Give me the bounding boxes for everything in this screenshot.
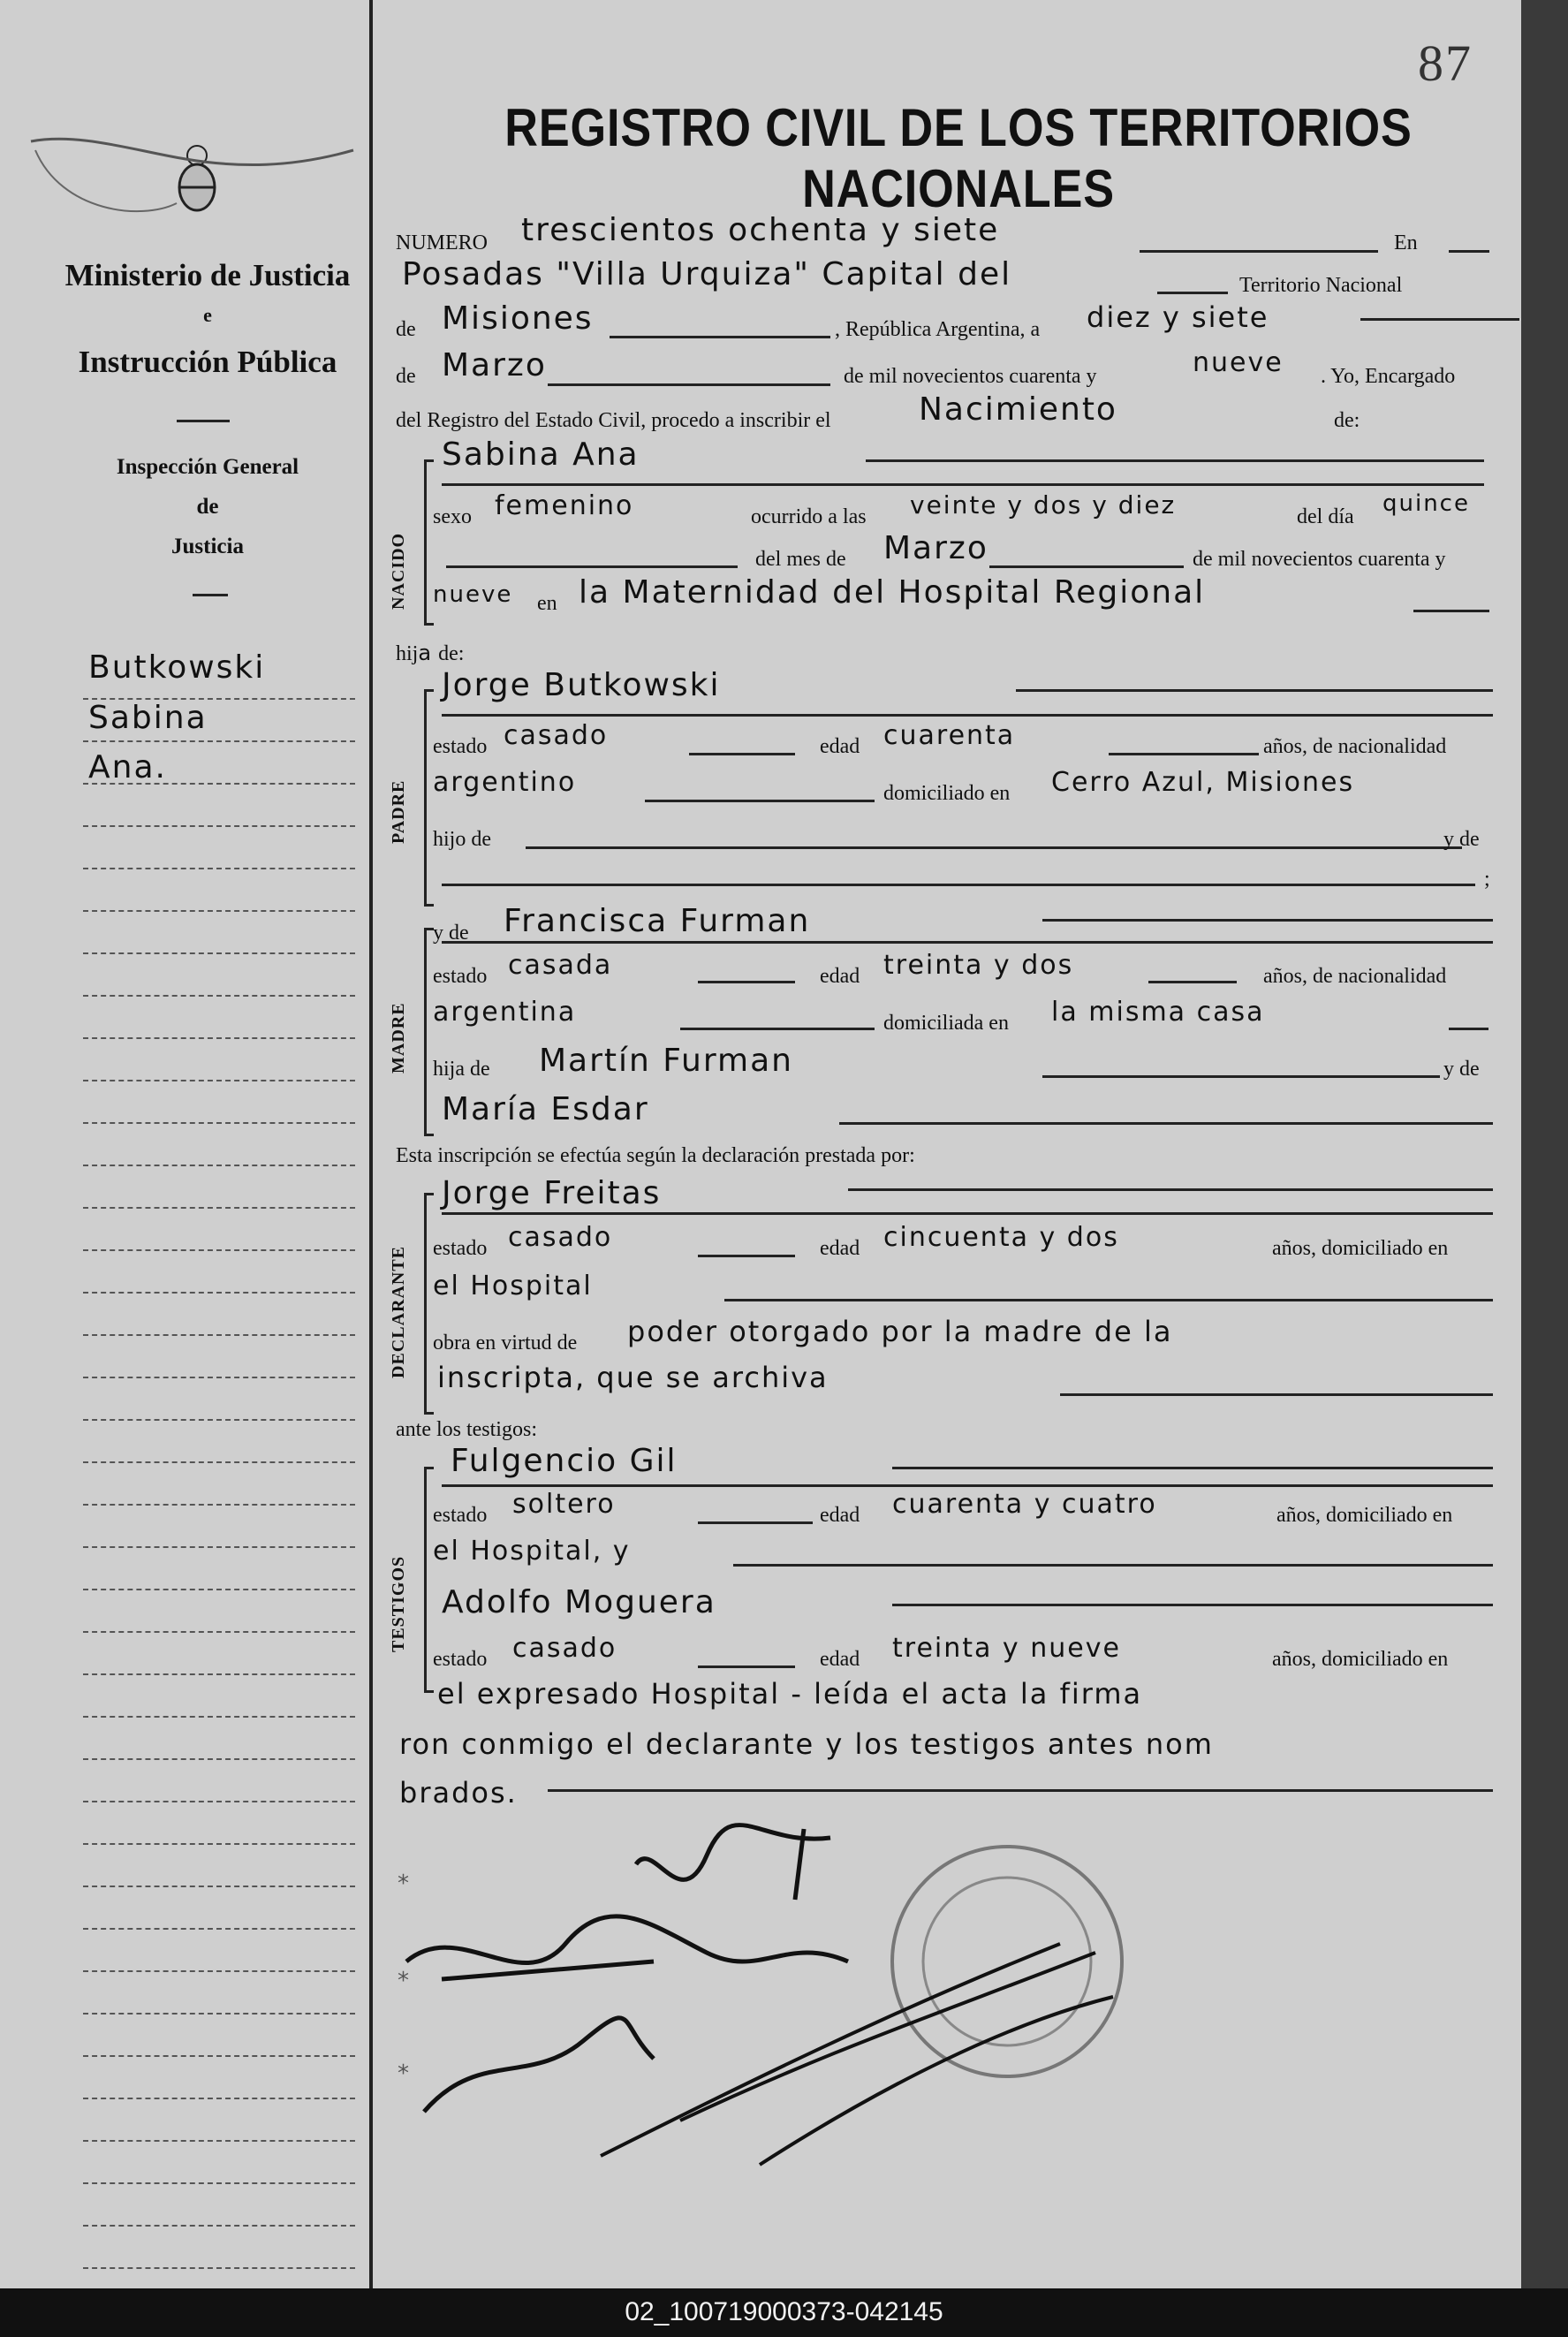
margin-ruled-line: [83, 2013, 355, 2015]
lugar-nacimiento: la Maternidad del Hospital Regional: [579, 574, 1206, 611]
testigo2-nombre: Adolfo Moguera: [442, 1584, 716, 1620]
ministry-and: e: [203, 304, 212, 326]
divider: [193, 594, 228, 596]
page-edge: [1521, 0, 1568, 2288]
semicolon: ;: [1484, 868, 1490, 891]
margin-firstname: Sabina: [88, 700, 208, 736]
fill-line: [645, 800, 875, 802]
de-mil-label: de mil novecientos cuarenta y: [844, 365, 1097, 388]
hijo-prefix: hij: [396, 642, 419, 665]
estado-label-4: estado: [433, 1504, 488, 1527]
inspection-de: de: [196, 495, 219, 519]
margin-ruled-line: [83, 2140, 355, 2142]
hora-value: veinte y dos y diez: [910, 490, 1177, 520]
registro-label: del Registro del Estado Civil, procedo a inscribir el: [396, 409, 831, 432]
margin-ruled-line: [83, 2098, 355, 2099]
numero-value: trescientos ochenta y siete: [521, 212, 1000, 248]
yo-label: . Yo, Encargado: [1321, 365, 1456, 388]
dia-value: diez y siete: [1087, 300, 1269, 334]
estado-label: estado: [433, 735, 488, 758]
madre-madre: María Esdar: [442, 1091, 649, 1127]
madre-estado: casada: [508, 950, 613, 981]
anos-dom-label: años, domiciliado en: [1272, 1237, 1449, 1260]
margin-middlename: Ana.: [88, 749, 167, 785]
margin-ruled-line: [83, 1165, 355, 1166]
edad-label-3: edad: [820, 1237, 860, 1260]
svg-text:*: *: [398, 1968, 409, 1994]
margin-ruled-line: [83, 952, 355, 954]
declarante-estado: casado: [508, 1222, 613, 1253]
declaracion-label: Esta inscripción se efectúa según la declaración prestada por:: [396, 1144, 915, 1167]
margin-ruled-line: [83, 1292, 355, 1294]
fill-line: [1157, 292, 1228, 294]
margin-surname: Butkowski: [88, 649, 266, 686]
anos-dom-label-2: años, domiciliado en: [1276, 1504, 1453, 1527]
padre-nombre: Jorge Butkowski: [442, 667, 721, 703]
fill-line: [1140, 250, 1378, 253]
pen-stroke: [27, 133, 362, 239]
fill-line: [1449, 1028, 1488, 1030]
margin-ruled-line: [83, 1928, 355, 1930]
fill-line: [680, 1028, 875, 1030]
fill-line: [548, 383, 830, 386]
fill-line: [610, 336, 830, 338]
domiciliado-label: domiciliado en: [883, 782, 1011, 805]
margin-ruled-line: [83, 995, 355, 997]
margin-ruled-line: [83, 1207, 355, 1209]
hijo-label: [396, 641, 464, 666]
sexo-value: femenino: [495, 490, 634, 521]
margin-ruled-line: [83, 1080, 355, 1081]
fill-line: [892, 1467, 1493, 1469]
margin-ruled-line: [83, 1461, 355, 1463]
fill-line: [1042, 919, 1493, 922]
hijo-suffix-value: a: [418, 641, 434, 665]
margin-ruled-line: [83, 2225, 355, 2227]
declarante-poder-2: inscripta, que se archiva: [437, 1361, 829, 1394]
fill-line: [442, 1484, 1493, 1487]
en-label: En: [1394, 231, 1418, 254]
margin-ruled-line: [83, 910, 355, 912]
del-dia-label: del día: [1297, 505, 1354, 528]
cierre-3: brados.: [399, 1776, 518, 1810]
signatures: [389, 1820, 1316, 2191]
divider: [177, 420, 230, 422]
domiciliada-label: domiciliada en: [883, 1012, 1009, 1035]
testigo1-estado: soltero: [512, 1489, 616, 1520]
nombre-nacido: Sabina Ana: [442, 436, 640, 473]
territorio-label: Territorio Nacional: [1239, 274, 1403, 297]
margin-ruled-line: [83, 1589, 355, 1590]
declarante-nombre: Jorge Freitas: [442, 1175, 662, 1211]
fill-line: [1449, 250, 1489, 253]
fill-line: [442, 483, 1484, 486]
edad-label: edad: [820, 735, 860, 758]
declarante-domicilio: el Hospital: [433, 1271, 593, 1301]
section-nacido: NACIDO: [389, 532, 408, 610]
fill-line: [1042, 1075, 1440, 1078]
de-colon: de:: [1334, 409, 1360, 432]
margin-ruled-line: [83, 2182, 355, 2184]
section-testigos: TESTIGOS: [389, 1555, 408, 1652]
lugar-value: Posadas "Villa Urquiza" Capital del: [402, 256, 1012, 292]
testigo2-edad: treinta y nueve: [892, 1633, 1121, 1664]
y-de-label: y de: [1443, 828, 1480, 851]
declarante-edad: cincuenta y dos: [883, 1222, 1119, 1253]
fill-line: [733, 1564, 1493, 1567]
en-label-2: en: [537, 592, 557, 615]
fill-line: [724, 1299, 1493, 1301]
padre-brace: [424, 689, 434, 907]
margin-ruled-line: [83, 1631, 355, 1633]
margin-ruled-line: [83, 868, 355, 869]
margin-ruled-line: [83, 783, 355, 785]
ministry-line2: Instrucción Pública: [78, 345, 337, 379]
de-label-2: de: [396, 365, 416, 388]
margin-ruled-line: [83, 1801, 355, 1802]
page-number: 87: [1418, 34, 1473, 92]
margin-ruled-line: [83, 1249, 355, 1251]
fill-line: [1060, 1393, 1493, 1396]
madre-padre: Martín Furman: [539, 1043, 793, 1079]
testigos-label: ante los testigos:: [396, 1418, 537, 1441]
fill-line: [848, 1188, 1493, 1191]
fill-line: [1148, 981, 1237, 983]
margin-ruled-line: [83, 1419, 355, 1421]
hijo-de-suffix: de:: [433, 642, 465, 665]
margin-ruled-line: [83, 825, 355, 827]
margin-ruled-line: [83, 1970, 355, 1972]
fill-line: [989, 565, 1184, 568]
margin-ruled-line: [83, 2267, 355, 2269]
margin-ruled-line: [83, 1504, 355, 1506]
fill-line: [526, 846, 1462, 849]
fill-line: [1360, 318, 1519, 321]
fill-line: [698, 1521, 813, 1524]
margin-ruled-line: [83, 1758, 355, 1760]
margin-ruled-line: [83, 1122, 355, 1124]
svg-text:*: *: [398, 1870, 409, 1897]
cierre-1: el expresado Hospital - leída el acta la firma: [437, 1677, 1143, 1711]
fill-line: [442, 941, 1493, 944]
de-mil2-label: de mil novecientos cuarenta y: [1193, 548, 1446, 571]
fill-line: [892, 1604, 1493, 1606]
inspection-line1: Inspección General: [116, 455, 299, 479]
margin-ruled-line: [83, 1377, 355, 1378]
margin-ruled-line: [83, 740, 355, 742]
padre-edad: cuarenta: [883, 720, 1016, 751]
edad-label-5: edad: [820, 1648, 860, 1671]
y-de-start: y de: [433, 922, 469, 945]
madre-domicilio: la misma casa: [1051, 997, 1265, 1028]
de-label: de: [396, 318, 416, 341]
margin-ruled-line: [83, 1843, 355, 1845]
numero-label: NUMERO: [396, 231, 489, 254]
hija-de-label: hija de: [433, 1058, 490, 1081]
ocurrido-label: ocurrido a las: [751, 505, 867, 528]
fill-line: [689, 753, 795, 755]
declarante-poder-1: poder otorgado por la madre de la: [627, 1315, 1173, 1348]
madre-nacionalidad: argentina: [433, 997, 577, 1028]
anos-nac-label-2: años, de nacionalidad: [1263, 965, 1447, 988]
fill-line: [866, 459, 1484, 462]
sexo-label: sexo: [433, 505, 472, 528]
image-caption: 02_100719000373-042145: [625, 2297, 943, 2326]
estado-label-3: estado: [433, 1237, 488, 1260]
margin-ruled-line: [83, 1546, 355, 1548]
margin-rule: [369, 0, 373, 2288]
margin-ruled-line: [83, 1037, 355, 1039]
margin-ruled-line: [83, 1673, 355, 1675]
fill-line: [698, 981, 795, 983]
estado-label-2: estado: [433, 965, 488, 988]
svg-text:*: *: [398, 2060, 409, 2087]
page-title: REGISTRO CIVIL DE LOS TERRITORIOS NACIONALES: [504, 98, 1413, 218]
acto-value: Nacimiento: [919, 391, 1117, 428]
anio-value: nueve: [1193, 347, 1284, 378]
declarante-brace: [424, 1193, 434, 1415]
estado-label-5: estado: [433, 1648, 488, 1671]
fill-line: [442, 1212, 1493, 1215]
fill-line: [698, 1665, 795, 1668]
anio-nacimiento: nueve: [433, 581, 513, 608]
margin-ruled-line: [83, 1886, 355, 1887]
fill-line: [442, 714, 1493, 717]
testigo2-estado: casado: [512, 1633, 617, 1664]
margin-ruled-line: [83, 2055, 355, 2057]
madre-brace: [424, 928, 434, 1136]
testigo1-nombre: Fulgencio Gil: [451, 1443, 678, 1479]
margin-ruled-line: [83, 1716, 355, 1718]
mes-nacimiento: Marzo: [883, 530, 989, 566]
del-mes-label: del mes de: [755, 548, 846, 571]
cierre-2: ron conmigo el declarante y los testigos antes nom: [399, 1727, 1214, 1761]
padre-estado: casado: [504, 720, 609, 751]
edad-label-4: edad: [820, 1504, 860, 1527]
section-madre: MADRE: [389, 1002, 408, 1074]
madre-edad: treinta y dos: [883, 950, 1074, 981]
mes-value: Marzo: [442, 347, 547, 383]
madre-nombre: Francisca Furman: [504, 903, 811, 939]
fill-line: [839, 1122, 1493, 1125]
hijo-de-label: hijo de: [433, 828, 491, 851]
republica-label: , República Argentina, a: [835, 318, 1041, 341]
dia-nacimiento: quince: [1382, 490, 1470, 517]
inspection-line2: Justicia: [171, 535, 244, 558]
fill-line: [446, 565, 738, 568]
territorio-value: Misiones: [442, 300, 594, 337]
fill-line: [1016, 689, 1493, 692]
padre-nacionalidad: argentino: [433, 767, 577, 798]
ministry-line1: Ministerio de Justicia: [64, 258, 351, 292]
fill-line: [1413, 610, 1489, 612]
anos-nac-label: años, de nacionalidad: [1263, 735, 1447, 758]
fill-line: [698, 1255, 795, 1257]
testigo1-domicilio: el Hospital, y: [433, 1536, 631, 1567]
anos-dom-label-3: años, domiciliado en: [1272, 1648, 1449, 1671]
section-declarante: DECLARANTE: [389, 1245, 408, 1378]
margin-ruled-line: [83, 698, 355, 700]
padre-domicilio: Cerro Azul, Misiones: [1051, 767, 1355, 798]
fill-line: [548, 1789, 1493, 1792]
margin-ruled-line: [83, 1334, 355, 1336]
obra-label: obra en virtud de: [433, 1332, 578, 1354]
y-de-label-2: y de: [1443, 1058, 1480, 1081]
testigo1-edad: cuarenta y cuatro: [892, 1489, 1157, 1520]
section-padre: PADRE: [389, 779, 408, 844]
fill-line: [1109, 753, 1259, 755]
edad-label-2: edad: [820, 965, 860, 988]
fill-line: [442, 884, 1475, 886]
